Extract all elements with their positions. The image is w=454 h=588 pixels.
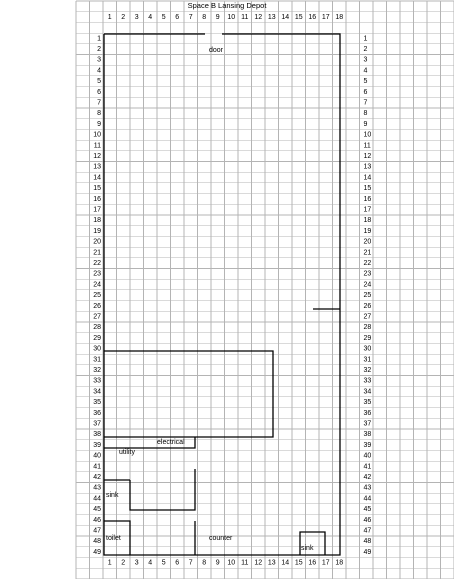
row-header-right: 12 [363,152,372,160]
column-header-bottom: 14 [281,559,290,567]
row-header-right: 33 [363,377,372,385]
row-header-left: 33 [93,377,101,385]
row-header-right: 16 [363,195,372,203]
row-header-right: 9 [363,120,368,128]
row-header-left: 37 [93,420,101,428]
row-header-right: 25 [363,292,372,300]
row-header-right: 15 [363,185,372,193]
row-header-left: 35 [93,399,101,407]
row-header-left: 24 [93,281,101,289]
row-header-right: 36 [363,409,372,417]
column-header-bottom: 12 [254,559,263,567]
column-header-top: 5 [161,13,166,21]
row-header-right: 4 [363,67,368,75]
row-header-right: 26 [363,302,372,310]
column-header-bottom: 13 [267,559,276,567]
row-header-left: 3 [97,56,101,64]
sheet-title: Space B Lansing Depot [187,0,267,10]
row-header-right: 13 [363,163,372,171]
row-header-left: 46 [93,516,101,524]
row-header-right: 46 [363,516,372,524]
column-header-top: 3 [134,13,139,21]
toilet-label: toilet [106,534,121,542]
column-header-top: 8 [202,13,207,21]
column-header-top: 4 [148,13,153,21]
row-header-right: 8 [363,110,368,118]
top-column-headers [108,14,343,21]
column-header-top: 12 [254,13,263,21]
row-header-right: 27 [363,313,372,321]
row-header-left: 22 [93,259,101,267]
row-header-left: 23 [93,270,101,278]
row-header-right: 28 [363,324,372,332]
column-header-top: 14 [281,13,290,21]
row-header-left: 43 [93,484,101,492]
row-header-left: 9 [97,120,101,128]
row-header-right: 11 [363,142,371,150]
row-header-left: 16 [93,195,101,203]
column-header-bottom: 18 [335,559,344,567]
row-header-right: 37 [363,420,372,428]
row-header-right: 10 [363,131,372,139]
column-header-top: 18 [335,13,344,21]
column-header-top: 17 [321,13,330,21]
bottom-column-headers [108,560,343,567]
row-header-right: 7 [363,99,368,107]
column-header-bottom: 7 [188,559,193,567]
row-header-right: 21 [363,249,372,257]
column-header-top: 1 [107,13,112,21]
row-header-right: 20 [363,238,372,246]
row-header-left: 2 [97,45,101,53]
row-header-right: 35 [363,399,372,407]
row-header-left: 40 [93,452,101,460]
sink-label-right: sink [301,544,314,552]
row-header-right: 43 [363,484,372,492]
column-header-top: 10 [227,13,236,21]
column-header-top: 2 [121,13,126,21]
electrical-label: electrical [157,438,185,446]
row-header-left: 38 [93,431,101,439]
column-header-bottom: 6 [175,559,180,567]
row-header-left: 36 [93,409,101,417]
row-header-right: 48 [363,538,372,546]
column-header-top: 15 [294,13,303,21]
row-header-left: 44 [93,495,101,503]
floor-plan-walls [104,34,340,555]
row-header-right: 19 [363,227,372,235]
row-header-right: 2 [363,45,368,53]
row-header-right: 44 [363,495,372,503]
row-header-right: 5 [363,78,368,86]
column-header-bottom: 15 [294,559,303,567]
row-header-right: 14 [363,174,372,182]
row-header-left: 14 [93,174,101,182]
column-header-top: 9 [215,13,220,21]
row-header-left: 17 [93,206,101,214]
row-header-left: 13 [93,163,101,171]
row-header-right: 38 [363,431,372,439]
row-header-right: 3 [363,56,368,64]
row-header-right: 23 [363,270,372,278]
column-header-bottom: 10 [227,559,236,567]
row-header-left: 15 [93,185,101,193]
row-header-right: 40 [363,452,372,460]
column-header-bottom: 1 [107,559,112,567]
column-header-bottom: 16 [308,559,317,567]
row-header-left: 6 [97,88,101,96]
column-header-top: 13 [267,13,276,21]
row-header-left: 10 [93,131,101,139]
column-header-bottom: 3 [134,559,139,567]
room-partition-wall [104,351,273,437]
column-header-top: 7 [188,13,193,21]
row-header-right: 42 [363,473,372,481]
right-row-headers [364,35,372,556]
column-header-bottom: 9 [215,559,220,567]
row-header-right: 17 [363,206,372,214]
row-header-left: 41 [93,463,101,471]
column-header-top: 16 [308,13,317,21]
row-header-left: 48 [93,538,101,546]
row-header-left: 32 [93,366,101,374]
row-header-left: 45 [93,506,101,514]
column-header-bottom: 5 [161,559,166,567]
column-header-top: 11 [241,13,249,21]
column-header-top: 6 [175,13,180,21]
utility-label: utility [119,448,135,456]
row-header-right: 45 [363,506,372,514]
row-header-right: 39 [363,441,372,449]
column-header-bottom: 2 [121,559,126,567]
grid-lines [76,1,454,579]
row-header-left: 26 [93,302,101,310]
door-label: door [209,46,224,54]
outer-wall [104,34,340,555]
row-header-left: 31 [93,356,101,364]
row-header-left: 47 [93,527,101,535]
row-header-right: 47 [363,527,372,535]
row-header-right: 30 [363,345,372,353]
column-header-bottom: 4 [148,559,153,567]
row-header-right: 29 [363,334,372,342]
row-header-right: 22 [363,259,372,267]
row-header-left: 1 [97,35,101,43]
row-header-left: 49 [93,548,101,556]
column-header-bottom: 11 [241,559,249,567]
row-header-left: 25 [93,292,101,300]
row-header-left: 8 [97,110,101,118]
row-header-left: 4 [97,67,101,75]
row-header-left: 18 [93,217,101,225]
row-header-right: 41 [363,463,372,471]
row-header-left: 19 [93,227,101,235]
row-header-right: 34 [363,388,372,396]
left-row-headers [93,35,101,556]
sink-label-left: sink [106,491,119,499]
row-header-left: 27 [93,313,101,321]
row-header-left: 5 [97,78,101,86]
row-header-left: 7 [97,99,101,107]
row-header-left: 29 [93,334,101,342]
row-header-left: 20 [93,238,101,246]
column-header-bottom: 8 [202,559,207,567]
row-header-right: 32 [363,366,372,374]
row-header-left: 21 [93,249,101,257]
row-header-right: 31 [363,356,372,364]
counter-label: counter [209,534,233,542]
row-header-left: 39 [93,441,101,449]
row-header-right: 1 [363,35,368,43]
row-header-left: 30 [93,345,101,353]
row-header-left: 42 [93,473,101,481]
row-header-right: 18 [363,217,372,225]
floor-plan-labels [106,47,314,552]
row-header-right: 24 [363,281,372,289]
row-header-right: 49 [363,548,372,556]
row-header-left: 11 [93,142,101,150]
column-header-bottom: 17 [321,559,330,567]
row-header-right: 6 [363,88,368,96]
row-header-left: 12 [93,152,101,160]
row-header-left: 28 [93,324,101,332]
row-header-left: 34 [93,388,101,396]
